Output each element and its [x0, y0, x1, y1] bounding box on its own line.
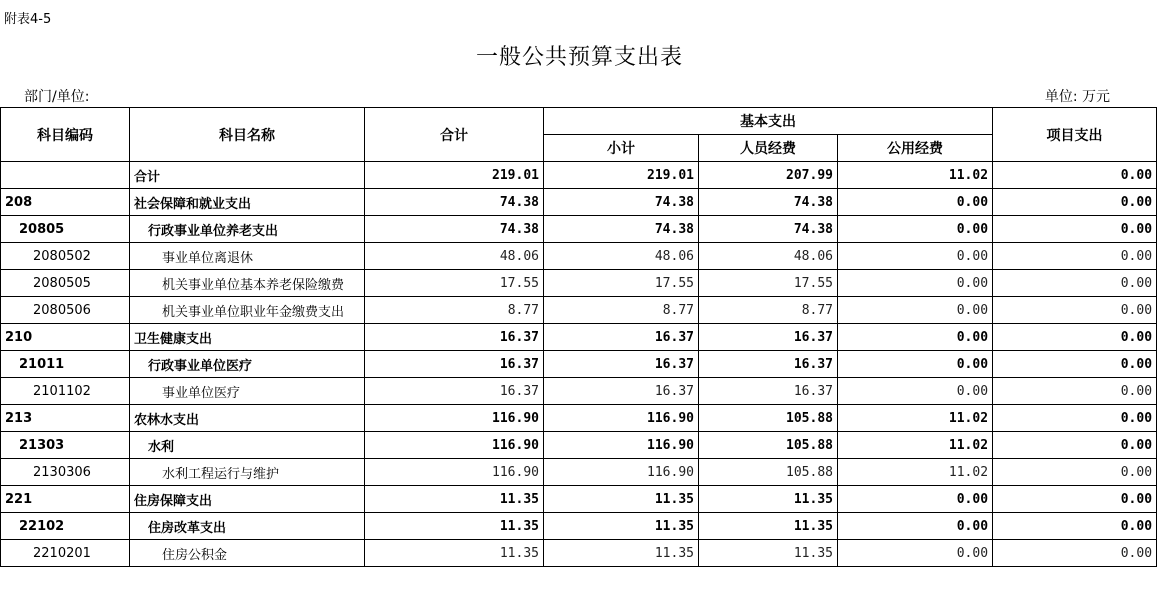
table-row: [1, 243, 1157, 270]
cell-total: 48.06: [365, 243, 544, 270]
cell-name: 卫生健康支出: [130, 324, 365, 351]
cell-project: 0.00: [993, 405, 1157, 432]
cell-subtotal: 116.90: [544, 459, 699, 486]
cell-subtotal: 11.35: [544, 540, 699, 567]
table-row: [1, 162, 1157, 189]
cell-project: 0.00: [993, 378, 1157, 405]
cell-total: 11.35: [365, 540, 544, 567]
cell-total: 11.35: [365, 486, 544, 513]
cell-code: 221: [1, 486, 130, 513]
cell-public: 0.00: [838, 243, 993, 270]
cell-project: 0.00: [993, 270, 1157, 297]
annex-label: 附表4-5: [4, 12, 52, 27]
cell-project: 0.00: [993, 216, 1157, 243]
cell-project: 0.00: [993, 459, 1157, 486]
cell-code: 21303: [1, 432, 130, 459]
cell-name: 事业单位医疗: [130, 378, 365, 405]
cell-total: 74.38: [365, 189, 544, 216]
cell-project: 0.00: [993, 243, 1157, 270]
cell-subtotal: 48.06: [544, 243, 699, 270]
cell-name: 社会保障和就业支出: [130, 189, 365, 216]
cell-subtotal: 219.01: [544, 162, 699, 189]
cell-name: 水利: [130, 432, 365, 459]
table-row: [1, 324, 1157, 351]
table-row: [1, 513, 1157, 540]
header-row-1: [1, 108, 1157, 135]
header-basic: 基本支出: [544, 108, 993, 135]
cell-total: 116.90: [365, 405, 544, 432]
cell-project: 0.00: [993, 432, 1157, 459]
cell-personnel: 11.35: [699, 513, 838, 540]
cell-subtotal: 74.38: [544, 216, 699, 243]
table-row: [1, 189, 1157, 216]
table-row: [1, 432, 1157, 459]
cell-project: 0.00: [993, 351, 1157, 378]
cell-name: 农林水支出: [130, 405, 365, 432]
cell-name: 水利工程运行与维护: [130, 459, 365, 486]
cell-personnel: 16.37: [699, 378, 838, 405]
cell-personnel: 105.88: [699, 459, 838, 486]
cell-public: 0.00: [838, 324, 993, 351]
cell-total: 116.90: [365, 459, 544, 486]
cell-public: 0.00: [838, 189, 993, 216]
cell-public: 0.00: [838, 540, 993, 567]
table-row: [1, 270, 1157, 297]
cell-code: 22102: [1, 513, 130, 540]
cell-subtotal: 8.77: [544, 297, 699, 324]
cell-code: 208: [1, 189, 130, 216]
cell-name: 事业单位离退休: [130, 243, 365, 270]
cell-name: 住房保障支出: [130, 486, 365, 513]
table-row: [1, 459, 1157, 486]
cell-public: 0.00: [838, 378, 993, 405]
cell-project: 0.00: [993, 162, 1157, 189]
cell-personnel: 17.55: [699, 270, 838, 297]
cell-code: 213: [1, 405, 130, 432]
cell-total: 219.01: [365, 162, 544, 189]
cell-subtotal: 17.55: [544, 270, 699, 297]
cell-total: 74.38: [365, 216, 544, 243]
table-row: [1, 405, 1157, 432]
cell-public: 0.00: [838, 486, 993, 513]
cell-personnel: 8.77: [699, 297, 838, 324]
cell-code: 2101102: [1, 378, 130, 405]
cell-total: 16.37: [365, 324, 544, 351]
cell-total: 11.35: [365, 513, 544, 540]
table-row: [1, 378, 1157, 405]
cell-public: 0.00: [838, 513, 993, 540]
cell-public: 11.02: [838, 162, 993, 189]
cell-public: 11.02: [838, 405, 993, 432]
table-row: [1, 540, 1157, 567]
cell-project: 0.00: [993, 297, 1157, 324]
cell-total: 16.37: [365, 378, 544, 405]
cell-name: 行政事业单位医疗: [130, 351, 365, 378]
header-code: 科目编码: [1, 108, 130, 162]
cell-total: 17.55: [365, 270, 544, 297]
cell-name: 行政事业单位养老支出: [130, 216, 365, 243]
cell-personnel: 105.88: [699, 405, 838, 432]
header-subtotal: 小计: [544, 135, 699, 162]
page-title: 一般公共预算支出表: [475, 45, 683, 70]
cell-subtotal: 116.90: [544, 432, 699, 459]
cell-code: 21011: [1, 351, 130, 378]
table-row: [1, 486, 1157, 513]
expenditure-table: [0, 107, 1157, 567]
header-personnel: 人员经费: [699, 135, 838, 162]
table-row: [1, 351, 1157, 378]
cell-personnel: 48.06: [699, 243, 838, 270]
unit-label: 单位: 万元: [1044, 89, 1110, 105]
cell-name: 合计: [130, 162, 365, 189]
cell-subtotal: 11.35: [544, 486, 699, 513]
cell-subtotal: 74.38: [544, 189, 699, 216]
cell-public: 0.00: [838, 270, 993, 297]
cell-public: 0.00: [838, 297, 993, 324]
table-row: [1, 297, 1157, 324]
cell-subtotal: 16.37: [544, 324, 699, 351]
cell-project: 0.00: [993, 189, 1157, 216]
cell-subtotal: 11.35: [544, 513, 699, 540]
cell-personnel: 16.37: [699, 351, 838, 378]
cell-name: 住房公积金: [130, 540, 365, 567]
cell-code: 2080502: [1, 243, 130, 270]
cell-project: 0.00: [993, 540, 1157, 567]
cell-code: [1, 162, 130, 189]
header-total: 合计: [365, 108, 544, 162]
header-public: 公用经费: [838, 135, 993, 162]
cell-project: 0.00: [993, 486, 1157, 513]
table-row: [1, 216, 1157, 243]
cell-public: 11.02: [838, 459, 993, 486]
cell-project: 0.00: [993, 513, 1157, 540]
cell-public: 11.02: [838, 432, 993, 459]
cell-project: 0.00: [993, 324, 1157, 351]
cell-subtotal: 116.90: [544, 405, 699, 432]
cell-code: 2130306: [1, 459, 130, 486]
cell-public: 0.00: [838, 216, 993, 243]
cell-personnel: 11.35: [699, 540, 838, 567]
cell-code: 210: [1, 324, 130, 351]
cell-personnel: 74.38: [699, 216, 838, 243]
cell-personnel: 11.35: [699, 486, 838, 513]
cell-code: 20805: [1, 216, 130, 243]
cell-name: 机关事业单位基本养老保险缴费: [130, 270, 365, 297]
cell-personnel: 207.99: [699, 162, 838, 189]
cell-code: 2210201: [1, 540, 130, 567]
cell-name: 机关事业单位职业年金缴费支出: [130, 297, 365, 324]
cell-subtotal: 16.37: [544, 351, 699, 378]
cell-code: 2080506: [1, 297, 130, 324]
department-label: 部门/单位:: [24, 89, 90, 105]
cell-personnel: 74.38: [699, 189, 838, 216]
header-name: 科目名称: [130, 108, 365, 162]
cell-public: 0.00: [838, 351, 993, 378]
cell-subtotal: 16.37: [544, 378, 699, 405]
cell-code: 2080505: [1, 270, 130, 297]
cell-name: 住房改革支出: [130, 513, 365, 540]
cell-total: 8.77: [365, 297, 544, 324]
cell-total: 116.90: [365, 432, 544, 459]
cell-personnel: 16.37: [699, 324, 838, 351]
header-project: 项目支出: [993, 108, 1157, 162]
cell-personnel: 105.88: [699, 432, 838, 459]
cell-total: 16.37: [365, 351, 544, 378]
